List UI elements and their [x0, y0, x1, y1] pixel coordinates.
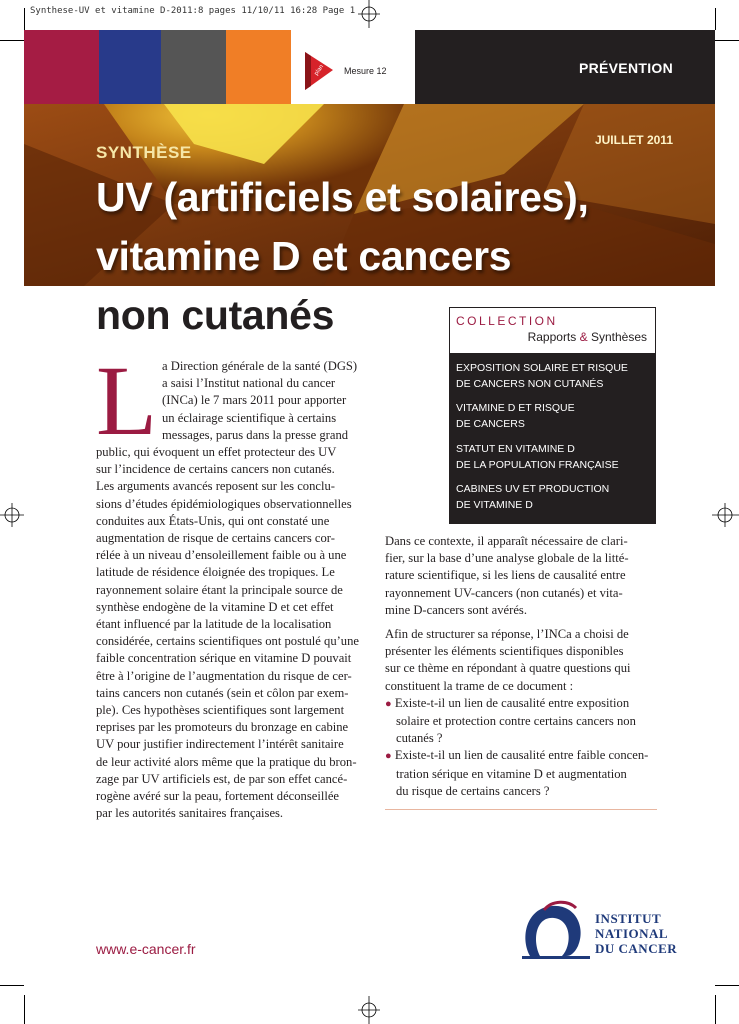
bullet-line: Existe-t-il un lien de causalité entre exposition: [394, 695, 630, 710]
collection-sub-b: Synthèses: [587, 330, 647, 344]
body-line: rayonnement UV-cancers (non cutanés) et vita-: [385, 585, 623, 600]
body-line: rature scientifique, si les liens de causalité entre: [385, 568, 626, 583]
body-line: UV pour justifier indirectement l’intérêt sanitaire: [96, 737, 344, 752]
body-line: considérée, certains scientifiques ont postulé qu’une: [96, 634, 359, 649]
body-line: Les arguments avancés reposent sur les conclu-: [96, 479, 335, 494]
collection-item-line: EXPOSITION SOLAIRE ET RISQUE: [456, 362, 628, 374]
color-bar-gray: [161, 30, 226, 104]
body-line: mine D-cancers sont avérés.: [385, 602, 527, 617]
collection-item: [456, 400, 651, 432]
color-bar-orange: [226, 30, 291, 104]
body-column-2-paragraph-1: [385, 533, 657, 619]
logo-line: NATIONAL: [595, 926, 669, 941]
body-line: latitude de résidence éloignée des tropiques. Le: [96, 565, 335, 580]
website-link[interactable]: www.e-cancer.fr: [96, 941, 196, 957]
registration-mark-icon: [354, 996, 384, 1024]
body-column-2-paragraph-2: [385, 626, 657, 800]
crop-mark: [24, 8, 25, 30]
crop-mark: [0, 40, 24, 41]
body-line: tains cancers non cutanés (sein et côlon par exem-: [96, 685, 349, 700]
kicker: SYNTHÈSE: [96, 143, 192, 162]
body-line: augmentation de risque de certains cancers cor-: [96, 531, 335, 546]
body-line: public, qui évoquent un effet protecteur des UV: [96, 445, 337, 460]
crop-mark: [715, 40, 739, 41]
body-line: sur ce thème en répondant à quatre questions qui: [385, 661, 631, 676]
color-bar-blue: [99, 30, 161, 104]
body-line: Afin de structurer sa réponse, l’INCa a choisi de: [385, 627, 629, 641]
collection-item-line: DE CANCERS NON CUTANÉS: [456, 378, 604, 390]
body-line: reprises par les promoteurs du bronzage en cabine: [96, 720, 349, 735]
bullet-item: [385, 747, 657, 765]
crop-mark: [0, 985, 24, 986]
body-line: un éclairage scientifique à certains: [162, 410, 337, 425]
body-line: fier, sur la base d’une analyse globale de la litté-: [385, 551, 629, 566]
body-line: a saisi l’Institut national du cancer: [162, 376, 336, 391]
inca-logo-text: [595, 911, 677, 956]
body-line: par les autorités sanitaires françaises.: [96, 806, 284, 821]
bullet-line: du risque de certains cancers ?: [396, 783, 550, 798]
logo-line: INSTITUT: [595, 911, 662, 926]
collection-item-line: DE CANCERS: [456, 418, 525, 430]
title-line-1: UV (artificiels et solaires),: [96, 174, 589, 220]
body-line: rayonnement solaire étant la principale source de: [96, 582, 343, 597]
bullet-line: Existe-t-il un lien de causalité entre faible concen-: [394, 748, 649, 763]
crop-mark: [715, 8, 716, 30]
section-divider: [385, 809, 657, 810]
body-line: faible concentration sérique en vitamine D pouvait: [96, 651, 352, 666]
registration-mark-icon: [710, 500, 739, 530]
body-line: présenter les éléments scientifiques disponibles: [385, 644, 624, 659]
body-column-1: [96, 345, 370, 822]
body-line: ple). Ces hypothèses scientifiques sont largement: [96, 703, 345, 718]
bullet-line: cutanés ?: [396, 731, 443, 746]
crop-mark: [24, 995, 25, 1024]
publication-date: JUILLET 2011: [594, 133, 673, 147]
collection-item-line: DE VITAMINE D: [456, 499, 533, 511]
body-line: de leur activité alors même que la pratique du bron-: [96, 754, 357, 769]
registration-mark-icon: [0, 500, 26, 530]
title-line-2: vitamine D et cancers: [96, 233, 512, 279]
plan-cancer-badge-icon: [303, 48, 339, 94]
bullet-line: solaire et protection contre certains cancers non: [396, 714, 636, 729]
color-bar-crimson: [24, 30, 99, 104]
body-line: messages, parus dans la presse grand: [162, 427, 349, 442]
body-line: constituent la trame de ce document :: [385, 678, 574, 693]
collection-item: [456, 441, 651, 473]
collection-subtitle: [528, 330, 647, 344]
bullet-item: [385, 695, 657, 713]
body-line: zage par UV artificiels est, de par son effet cancé-: [96, 771, 348, 786]
collection-item: [456, 360, 651, 392]
body-line: a Direction générale de la santé (DGS): [162, 359, 358, 373]
print-slug: Synthese-UV et vitamine D-2011:8 pages 11/10/11 16:28 Page 1: [30, 6, 356, 16]
crop-mark: [715, 985, 739, 986]
body-line: rogène avéré sur la peau, fortement déconseillée: [96, 789, 340, 804]
body-line: Dans ce contexte, il apparaît nécessaire de clari-: [385, 534, 628, 548]
body-line: rélée à un niveau d’ensoleillement faible ou à une: [96, 548, 347, 563]
collection-sub-a: Rapports: [527, 330, 580, 344]
body-line: synthèse endogène de la vitamine D et cet effet: [96, 599, 334, 614]
registration-mark-icon: [354, 0, 384, 28]
collection-header: [449, 307, 656, 354]
logo-line: DU CANCER: [595, 941, 678, 956]
bullet-line: tration sérique en vitamine D et augmentation: [396, 766, 627, 781]
measure-label: Mesure 12: [344, 66, 387, 76]
collection-list: [449, 354, 656, 524]
bullet-icon: ●: [385, 750, 392, 763]
section-label: PRÉVENTION: [578, 60, 673, 76]
collection-item: [456, 481, 651, 513]
title-line-3: non cutanés: [96, 292, 335, 338]
bullet-icon: ●: [385, 697, 392, 710]
crop-mark: [715, 995, 716, 1024]
body-line: conduites aux États-Unis, qui ont constaté une: [96, 513, 330, 528]
collection-label: COLLECTION: [456, 314, 558, 328]
collection-item-line: CABINES UV ET PRODUCTION: [456, 483, 610, 495]
inca-logo-icon: [518, 898, 594, 962]
collection-item-line: STATUT EN VITAMINE D: [456, 443, 575, 455]
collection-item-line: VITAMINE D ET RISQUE: [456, 402, 575, 414]
drop-cap: L: [96, 345, 158, 456]
svg-text:plan: plan: [313, 64, 326, 77]
body-line: (INCa) le 7 mars 2011 pour apporter: [162, 393, 347, 408]
body-line: étant influencé par la latitude de la localisation: [96, 617, 332, 632]
collection-item-line: DE LA POPULATION FRANÇAISE: [456, 459, 619, 471]
collection-sub-amp: &: [579, 330, 588, 344]
body-line: sur l’incidence de certains cancers non cutanés.: [96, 462, 335, 477]
body-line: être à l’origine de l’augmentation du risque de cer-: [96, 668, 352, 683]
body-line: sions d’études épidémiologiques observationnelles: [96, 496, 352, 511]
